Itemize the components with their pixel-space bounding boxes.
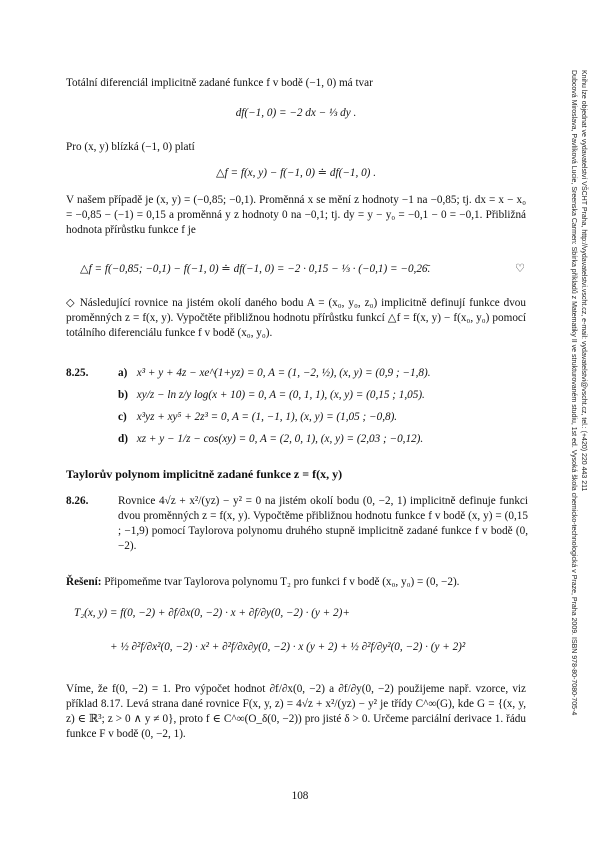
item-label: c) xyxy=(118,411,127,423)
item-label: a) xyxy=(118,367,128,379)
solution-label: Řešení: xyxy=(66,576,102,588)
item-equation: x³yz + xy⁵ + 2z³ = 0, A = (1, −1, 1), (x, y) = (1,05 ; −0,8). xyxy=(136,411,398,423)
exercise-825-b xyxy=(118,388,528,403)
copyright-sidebar xyxy=(560,70,590,730)
item-equation: xy/z − ln z/y log(x + 10) = 0, A = (0, 1, 1), (x, y) = (0,15 ; 1,05). xyxy=(136,389,425,401)
exercise-825-c xyxy=(118,410,528,425)
exercise-825-d xyxy=(118,432,528,447)
sidebar-order-info: Knihu lze objednat ve vydavatelství VŠCHT Praha, http://vydavatelstvi.vscht.cz, e-mail: vydavatelstvi@vscht.cz, tel.: (+420) 220 443 211 xyxy=(580,70,587,492)
exercise-826-label: 8.26. xyxy=(66,495,89,507)
item-equation: xz + y − 1/z − cos(xy) = 0, A = (2, 0, 1), (x, y) = (2,03 ; −0,12). xyxy=(136,433,424,445)
solution-text: Připomeňme tvar Taylorova polynomu T₂ pro funkci f v bodě (x₀, y₀) = (0, −2). xyxy=(104,576,460,588)
paragraph-case: V našem případě je (x, y) = (−0,85; −0,1). Proměnná x se mění z hodnoty −1 na −0,85; tj. dx = x − x₀ = −0,85 − (−1) = 0,15 a proměnná y z hodnoty 0 na −0,1; tj. dy = y − y₀ = −0,1 − 0 = −0,1. Přibližná hodnota přírůstku funkce f je xyxy=(66,194,526,237)
page-number: 108 xyxy=(291,790,309,802)
sidebar-citation: Dubcová Miroslava, Pavlíková Lucie, Sreenska Carmen: Sbírka příkladů z Matematiky II ve strukturovaném studiu, 1st ed. Vysoká škola chemicko-technologická v Praze, Praha 2009. ISBN 978-80-7080-705-4 xyxy=(570,70,577,716)
exercise-825-a xyxy=(118,366,528,381)
paragraph-near: Pro (x, y) blízká (−1, 0) platí xyxy=(66,141,195,153)
paragraph-intro: Totální diferenciál implicitně zadané funkce f v bodě (−1, 0) má tvar xyxy=(66,77,373,89)
paragraph-task: ◇ Následující rovnice na jistém okolí daného bodu A = (x₀, y₀, z₀) implicitně definují funkce dvou proměnných z = f(x, y). Vypočtěte přibližnou hodnotu přírůstku funkcí △f = f(x, y) − f(x₀, y₀) pomocí totálního diferenciálu funkce f v bodě (x₀, y₀). xyxy=(66,297,526,340)
paragraph-derivatives: Víme, že f(0, −2) = 1. Pro výpočet hodnot ∂f/∂x(0, −2) a ∂f/∂y(0, −2) použijeme např. vzorce, viz příklad 8.17. Levá strana dané rovnice F(x, y, z) = 4√z + x²/(yz) − y² je třídy C^∞(G), kde G = {(x, y, z) ∈ ℝ³; z > 0 ∧ y ≠ 0}, proto f ∈ C^∞(O_δ(0, −2)) pro jisté δ > 0. Určeme parciální derivace 1. řádu funkce F v bodě (0, −2, 1). xyxy=(66,683,526,741)
end-of-solution-heart-icon: ♡ xyxy=(515,263,526,275)
taylor-polynomial-line-1: T₂(x, y) = f(0, −2) + ∂f/∂x(0, −2) · x + ∂f/∂y(0, −2) · (y + 2)+ xyxy=(74,607,350,619)
item-equation: x³ + y + 4z − xe^(1+yz) = 0, A = (1, −2, ½), (x, y) = (0,9 ; −1,8). xyxy=(136,367,431,379)
taylor-polynomial-line-2: + ½ ∂²f/∂x²(0, −2) · x² + ∂²f/∂x∂y(0, −2) · x (y + 2) + ½ ∂²f/∂y²(0, −2) · (y + 2)² xyxy=(110,641,466,653)
solution-intro xyxy=(66,575,526,590)
equation-increment: △f = f(x, y) − f(−1, 0) ≐ df(−1, 0) . xyxy=(215,167,377,179)
exercise-826-text: Rovnice 4√z + x²/(yz) − y² = 0 na jistém okolí bodu (0, −2, 1) implicitně definuje funkci dvou proměnných z = f(x, y). Vypočtěme přibližnou hodnotu funkce f v bodě (x, y) = (0,15 ; −1,9) pomocí Taylorova polynomu druhého stupně implicitně zadané funkce f v bodě (0, −2). xyxy=(118,495,528,553)
section-title: Taylorův polynom implicitně zadané funkce z = f(x, y) xyxy=(66,467,343,481)
exercise-825-label: 8.25. xyxy=(66,367,89,379)
equation-differential: df(−1, 0) = −2 dx − ⅓ dy . xyxy=(235,107,357,119)
equation-result: △f = f(−0,85; −0,1) − f(−1, 0) ≐ df(−1, 0) = −2 · 0,15 − ⅓ · (−0,1) = −0,26̄. xyxy=(80,263,431,275)
item-label: d) xyxy=(118,433,128,445)
item-label: b) xyxy=(118,389,128,401)
